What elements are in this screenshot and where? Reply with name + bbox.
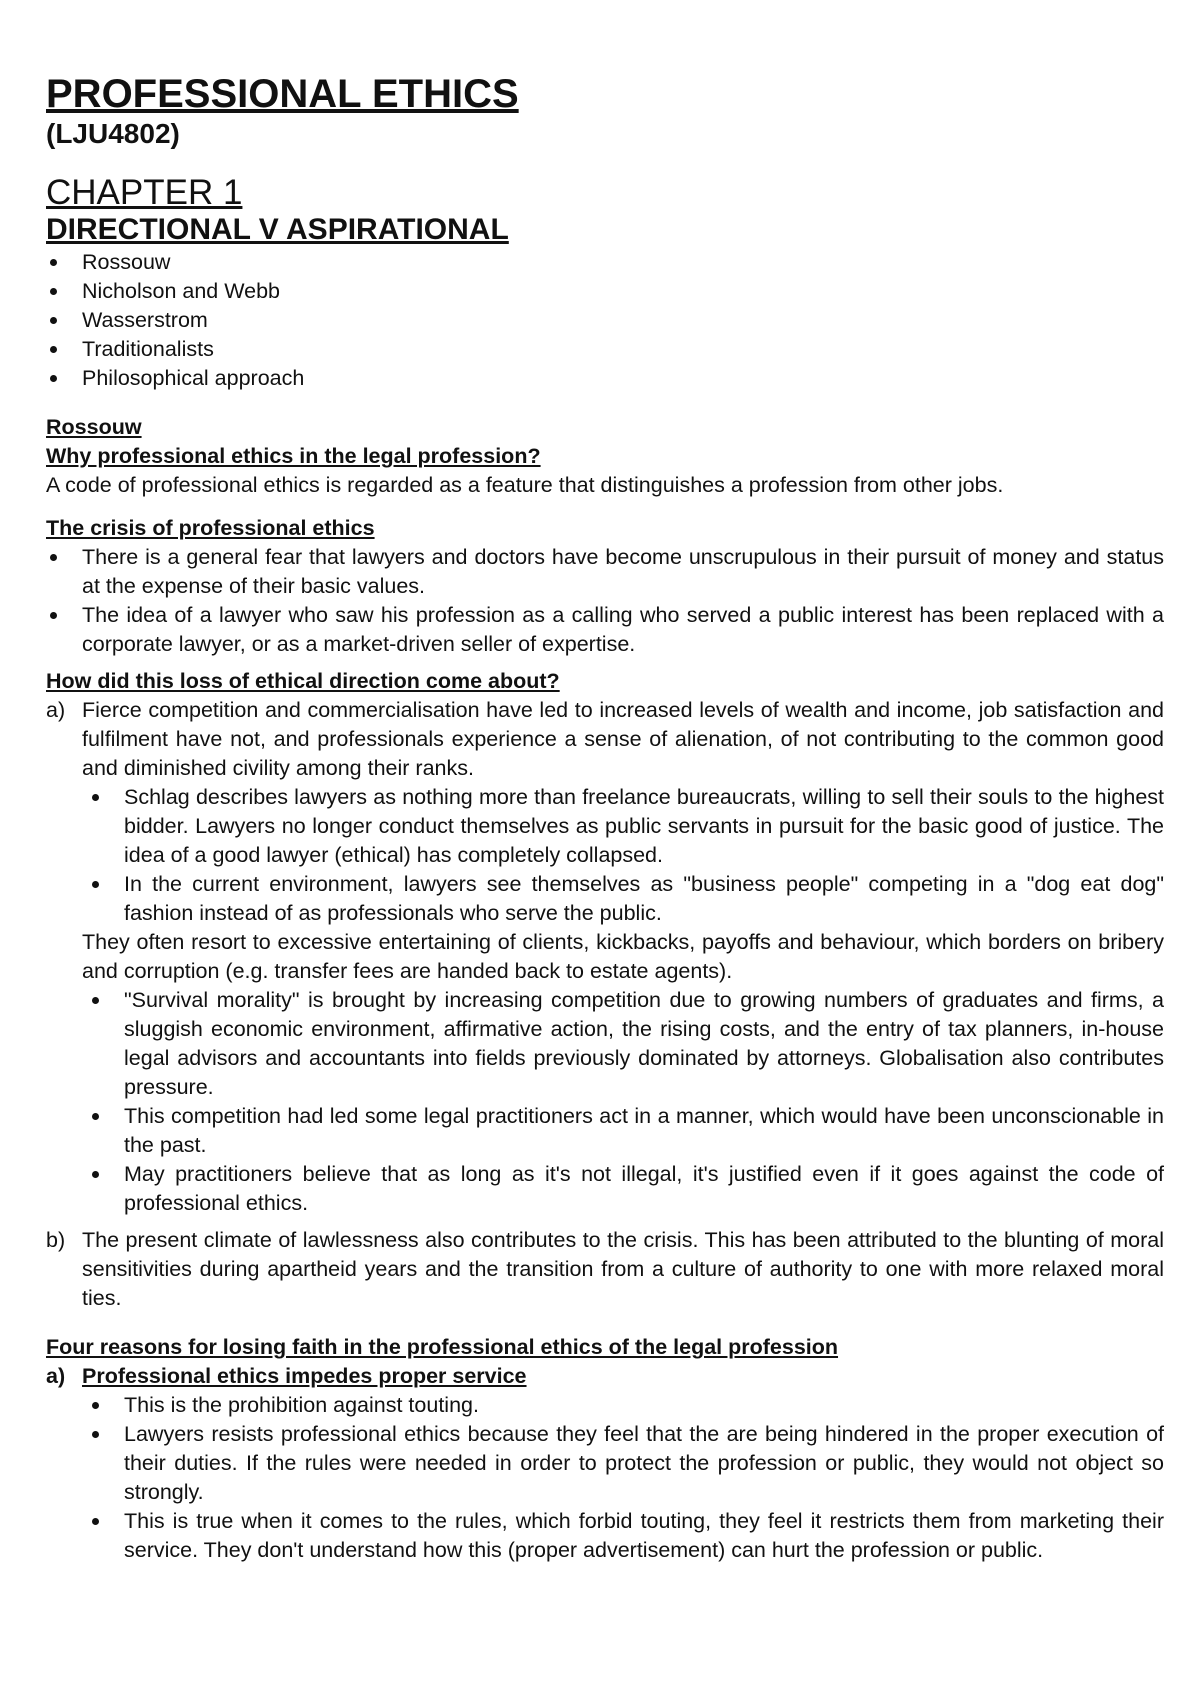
overview-item: Philosophical approach	[46, 364, 1164, 393]
loss-a-bullets-2	[88, 986, 1164, 1218]
loss-point-b-text: The present climate of lawlessness also contributes to the crisis. This has been attributed to the blunting of moral sensitivities during apartheid years and the transition from a culture of authority to one with more relaxed moral ties.	[82, 1228, 1164, 1310]
document-body	[46, 74, 1164, 1565]
list-marker: a)	[46, 1364, 66, 1388]
overview-item: Traditionalists	[46, 335, 1164, 364]
section-heading-four-reasons: Four reasons for losing faith in the professional ethics of the legal profession	[46, 1335, 839, 1359]
loss-a-bullet: "Survival morality" is brought by increasing competition due to growing numbers of graduates and firms, a sluggish economic environment, affirmative action, the rising costs, and the entry of tax planners, in-house legal advisors and accountants into fields previously dominated by attorneys. Globalisation also contributes pressure.	[88, 986, 1164, 1102]
overview-item: Wasserstrom	[46, 306, 1164, 335]
why-text: A code of professional ethics is regarded as a feature that distinguishes a profession from other jobs.	[46, 473, 1004, 497]
section-heading-rossouw: Rossouw	[46, 415, 142, 439]
reason-a-bullet: This is true when it comes to the rules, which forbid touting, they feel it restricts them from marketing their service. They don't understand how this (proper advertisement) can hurt the profession or public.	[88, 1507, 1164, 1565]
list-marker: a)	[46, 698, 66, 722]
reason-a-heading	[46, 1362, 1164, 1391]
chapter-subtitle: DIRECTIONAL V ASPIRATIONAL	[46, 213, 509, 246]
reason-a-bullet: This is the prohibition against touting.	[88, 1391, 1164, 1420]
loss-point-b	[46, 1226, 1164, 1313]
crisis-list	[46, 543, 1164, 659]
course-code: (LJU4802)	[46, 118, 180, 149]
overview-list	[46, 248, 1164, 393]
crisis-item: There is a general fear that lawyers and doctors have become unscrupulous in their pursuit of money and status at the expense of their basic values.	[46, 543, 1164, 601]
chapter-heading: CHAPTER 1	[46, 173, 243, 212]
loss-a-bullet: This competition had led some legal practitioners act in a manner, which would have been unconscionable in the past.	[88, 1102, 1164, 1160]
list-marker: b)	[46, 1228, 66, 1252]
loss-point-a	[46, 696, 1164, 783]
loss-a-bullet: May practitioners believe that as long as it's not illegal, it's justified even if it goes against the code of professional ethics.	[88, 1160, 1164, 1218]
loss-a-bullet: Schlag describes lawyers as nothing more than freelance bureaucrats, willing to sell their souls to the highest bidder. Lawyers no longer conduct themselves as public servants in pursuit for the basic good of justice. The idea of a good lawyer (ethical) has completely collapsed.	[88, 783, 1164, 870]
loss-a-bullets	[88, 783, 1164, 928]
reason-a-bullets	[88, 1391, 1164, 1565]
reason-a-title: Professional ethics impedes proper service	[82, 1364, 527, 1388]
loss-a-bullet: In the current environment, lawyers see themselves as "business people" competing in a "dog eat dog" fashion instead of as professionals who serve the public.	[88, 870, 1164, 928]
loss-point-a-text: Fierce competition and commercialisation have led to increased levels of wealth and income, job satisfaction and fulfilment have not, and professionals experience a sense of alienation, of not contributing to the common good and diminished civility among their ranks.	[82, 698, 1164, 780]
overview-item: Nicholson and Webb	[46, 277, 1164, 306]
section-heading-crisis: The crisis of professional ethics	[46, 516, 375, 540]
section-heading-loss: How did this loss of ethical direction come about?	[46, 669, 560, 693]
crisis-item: The idea of a lawyer who saw his profession as a calling who served a public interest has been replaced with a corporate lawyer, or as a market-driven seller of expertise.	[46, 601, 1164, 659]
document-title: PROFESSIONAL ETHICS	[46, 72, 519, 116]
reason-a-bullet: Lawyers resists professional ethics because they feel that the are being hindered in the proper execution of their duties. If the rules were needed in order to protect the profession or public, they would not object so strongly.	[88, 1420, 1164, 1507]
overview-item: Rossouw	[46, 248, 1164, 277]
section-heading-why: Why professional ethics in the legal profession?	[46, 444, 541, 468]
loss-a-paragraph: They often resort to excessive entertaining of clients, kickbacks, payoffs and behaviour, which borders on bribery and corruption (e.g. transfer fees are handed back to estate agents).	[82, 930, 1164, 983]
